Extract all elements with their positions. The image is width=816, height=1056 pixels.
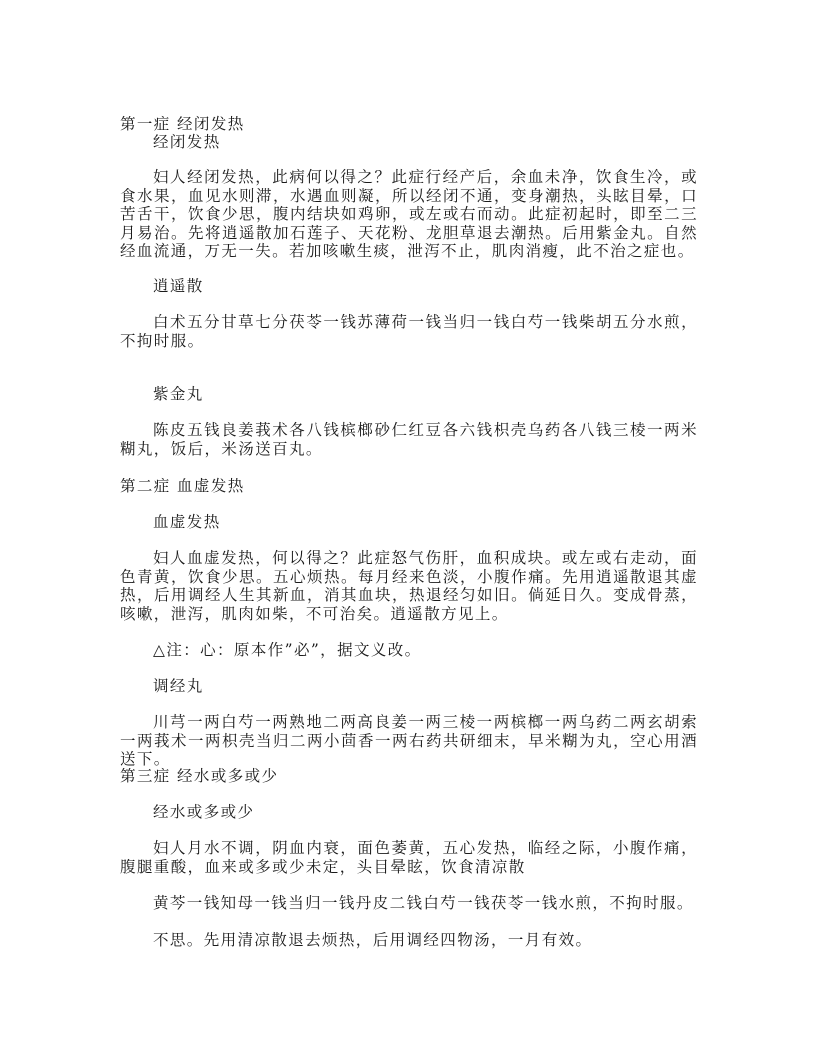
section-3-heading: 第三症 经水或多或少 bbox=[120, 767, 279, 785]
section-1-paragraph: 妇人经闭发热，此病何以得之？此症行经产后，余血未净，饮食生冷，或食水果，血见水则滞，水遇血则凝，所以经闭不通，变身潮热，头眩目晕，口苦舌干，饮食少思，腹内结块如鸡卵，或左或右而动。此症初起时，即至二三月易治。先将逍遥散加石莲子、天花粉、龙胆草退去潮热。后用紫金丸。自然经血流通，万无一失。若加咳嗽生痰，泄泻不止，肌肉消瘦，此不治之症也。 bbox=[120, 168, 698, 261]
section-2-subheading: 血虚发热 bbox=[153, 513, 221, 531]
section-1-subheading: 经闭发热 bbox=[153, 133, 221, 151]
formula-zijinwan-title: 紫金丸 bbox=[153, 385, 204, 403]
section-3-closing: 不思。先用清凉散退去烦热，后用调经四物汤，一月有效。 bbox=[153, 931, 593, 949]
formula-tiaojingwan-recipe: 川芎一两白芍一两熟地二两高良姜一两三棱一两槟榔一两乌药二两玄胡索一两莪术一两枳壳当归二两小茴香一两右药共研细末，早米糊为丸，空心用酒送下。 bbox=[120, 713, 698, 769]
section-3-recipe: 黄芩一钱知母一钱当归一钱丹皮二钱白芍一钱茯苓一钱水煎，不拘时服。 bbox=[153, 894, 694, 912]
section-3-subheading: 经水或多或少 bbox=[153, 803, 255, 821]
formula-tiaojingwan-title: 调经丸 bbox=[153, 677, 204, 695]
formula-xiaoyaosan-title: 逍遥散 bbox=[153, 277, 204, 295]
formula-zijinwan-recipe: 陈皮五钱良姜莪术各八钱槟榔砂仁红豆各六钱枳壳乌药各八钱三棱一两米糊丸，饭后，米汤送百丸。 bbox=[120, 421, 698, 458]
section-2-note: △注：心：原本作”必”，据文义改。 bbox=[153, 641, 422, 659]
section-2-paragraph: 妇人血虚发热，何以得之？此症怒气伤肝，血积成块。或左或右走动，面色青黄，饮食少思。五心烦热。每月经来色淡，小腹作痛。先用逍遥散退其虚热，后用调经人生其新血，消其血块，热退经匀如旧。倘延日久。变成骨蒸，咳嗽，泄泻，肌肉如柴，不可治矣。逍遥散方见上。 bbox=[120, 549, 698, 623]
section-2-heading: 第二症 血虚发热 bbox=[120, 477, 245, 495]
section-3-paragraph: 妇人月水不调，阴血内衰，面色萎黄，五心发热，临经之际，小腹作痛，腹腿重酸，血来或多或少未定，头目晕眩，饮食清凉散 bbox=[120, 839, 698, 876]
formula-xiaoyaosan-recipe: 白术五分甘草七分茯苓一钱苏薄荷一钱当归一钱白芍一钱柴胡五分水煎，不拘时服。 bbox=[120, 313, 698, 350]
section-1-heading: 第一症 经闭发热 bbox=[120, 115, 245, 133]
